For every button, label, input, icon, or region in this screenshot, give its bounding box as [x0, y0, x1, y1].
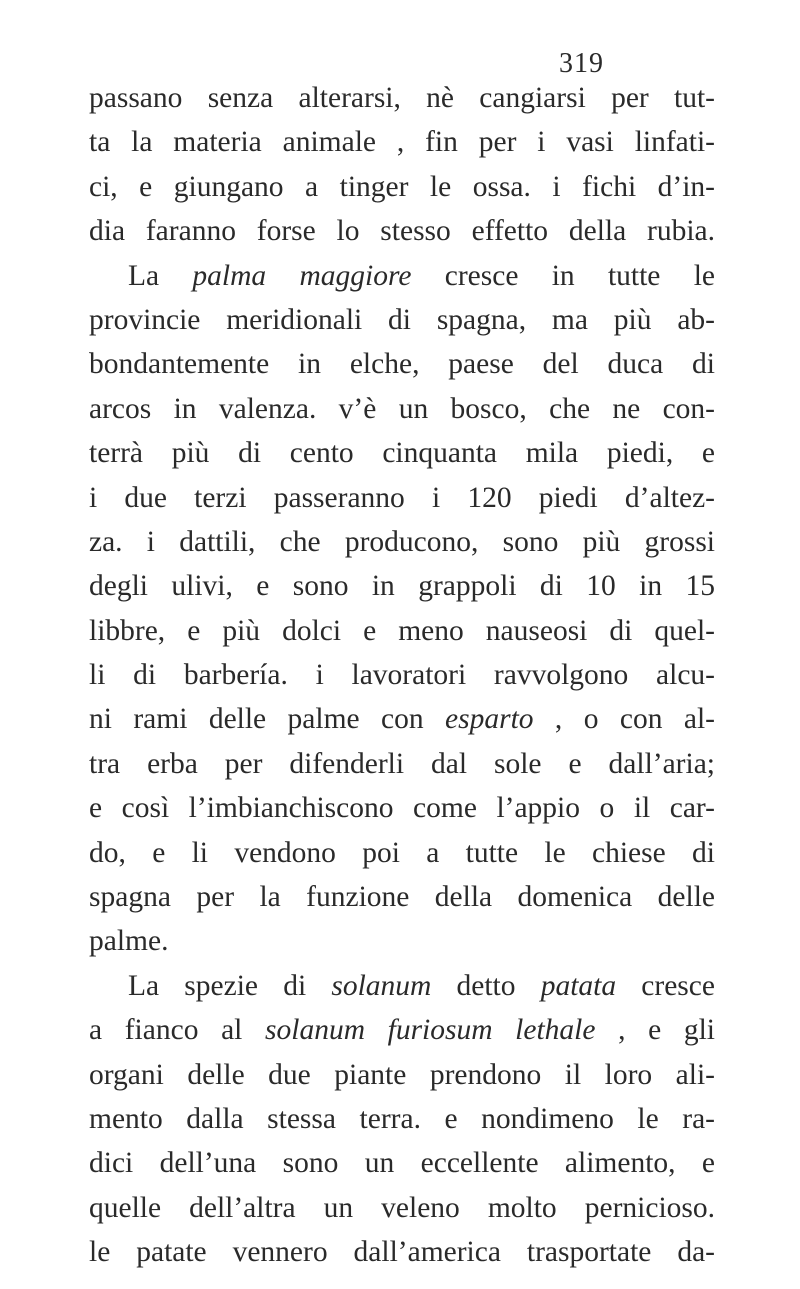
- text-line: [89, 831, 715, 875]
- text-segment: provincie meridionali di spagna, ma più ab-: [89, 303, 715, 336]
- text-segment: mento dalla stessa terra. e nondimeno le ra-: [89, 1102, 715, 1135]
- text-segment: le patate vennero dall’america trasportate da-: [89, 1236, 715, 1269]
- text-segment: , o con al-: [533, 703, 715, 736]
- body-text: [89, 76, 715, 1275]
- text-segment: ci, e giungano a tinger le ossa. i fichi d’in-: [89, 170, 715, 203]
- text-segment: La spezie di: [128, 969, 332, 1002]
- text-segment: ta la materia animale , fin per i vasi linfati-: [89, 126, 715, 159]
- text-segment: arcos in valenza. v’è un bosco, che ne con-: [89, 392, 715, 425]
- text-line: [89, 120, 715, 164]
- text-line: [89, 254, 715, 298]
- text-line: [89, 964, 715, 1008]
- text-line: [89, 564, 715, 608]
- text-segment: libbre, e più dolci e meno nauseosi di quel-: [89, 614, 715, 647]
- text-segment: cresce in tutte le: [411, 259, 715, 292]
- text-line: [89, 742, 715, 786]
- text-line: [89, 697, 715, 741]
- text-line: [89, 387, 715, 431]
- text-segment: do, e li vendono poi a tutte le chiese di: [89, 836, 715, 869]
- text-segment: terrà più di cento cinquanta mila piedi, e: [89, 437, 715, 470]
- text-segment: degli ulivi, e sono in grappoli di 10 in 15: [89, 570, 715, 603]
- text-line: [89, 165, 715, 209]
- text-segment: spagna per la funzione della domenica delle: [89, 881, 715, 914]
- text-line: [89, 298, 715, 342]
- text-segment: bondantemente in elche, paese del duca di: [89, 348, 715, 381]
- text-line: [89, 476, 715, 520]
- text-line: [89, 1141, 715, 1185]
- text-segment: detto: [431, 969, 541, 1002]
- text-line: [89, 431, 715, 475]
- text-segment: palme.: [89, 925, 169, 958]
- text-line: [89, 342, 715, 386]
- text-line: [89, 76, 715, 120]
- text-segment: e così l’imbianchiscono come l’appio o il car-: [89, 792, 715, 825]
- italic-term: palma maggiore: [192, 259, 412, 292]
- text-segment: dici dell’una sono un eccellente alimento, e: [89, 1147, 715, 1180]
- text-line: [89, 919, 715, 963]
- text-segment: organi delle due piante prendono il loro ali-: [89, 1058, 715, 1091]
- text-segment: za. i dattili, che producono, sono più grossi: [89, 525, 715, 558]
- text-segment: cresce: [616, 969, 715, 1002]
- text-segment: a fianco al: [89, 1014, 266, 1047]
- italic-term: solanum: [331, 969, 432, 1002]
- text-segment: quelle dell’altra un veleno molto pernicioso.: [89, 1191, 715, 1224]
- text-line: [89, 609, 715, 653]
- text-line: [89, 786, 715, 830]
- text-line: [89, 875, 715, 919]
- text-segment: , e gli: [595, 1014, 715, 1047]
- text-line: [89, 520, 715, 564]
- text-segment: La: [128, 259, 193, 292]
- text-segment: i due terzi passeranno i 120 piedi d’altez-: [89, 481, 715, 514]
- text-segment: li di barbería. i lavoratori ravvolgono alcu-: [89, 659, 715, 692]
- text-segment: passano senza alterarsi, nè cangiarsi per tut-: [89, 82, 715, 114]
- text-line: [89, 1097, 715, 1141]
- text-segment: tra erba per difenderli dal sole e dall’aria;: [89, 747, 715, 780]
- italic-term: patata: [540, 969, 617, 1002]
- italic-term: esparto: [445, 703, 534, 736]
- italic-term: solanum furiosum lethale: [265, 1014, 596, 1047]
- text-line: [89, 1186, 715, 1230]
- text-segment: dia faranno forse lo stesso effetto della rubia.: [89, 215, 715, 248]
- page-number: 319: [559, 48, 604, 79]
- text-segment: ni rami delle palme con: [89, 703, 446, 736]
- text-line: [89, 1230, 715, 1274]
- text-line: [89, 1008, 715, 1052]
- text-line: [89, 209, 715, 253]
- text-line: [89, 653, 715, 697]
- text-line: [89, 1053, 715, 1097]
